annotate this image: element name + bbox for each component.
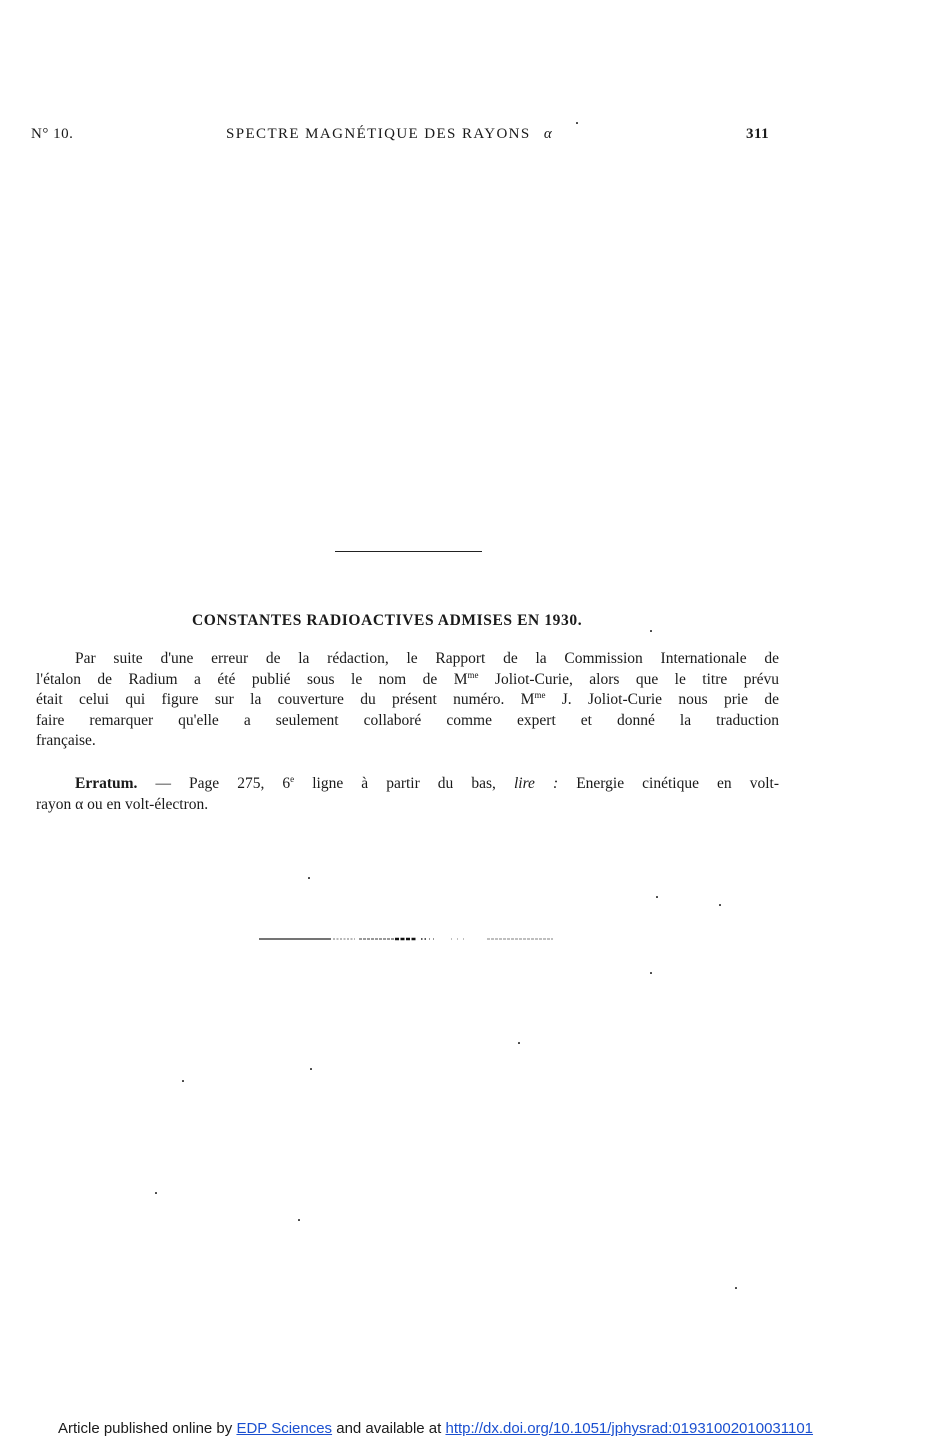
running-title bbox=[226, 126, 553, 143]
erratum-line bbox=[36, 774, 779, 795]
scan-speck bbox=[298, 1219, 300, 1221]
end-divider bbox=[255, 934, 560, 944]
scan-speck bbox=[650, 972, 652, 974]
section-title: CONSTANTES RADIOACTIVES ADMISES EN 1930. bbox=[192, 612, 583, 629]
footer-middle: and available at bbox=[332, 1420, 446, 1437]
paragraph-line bbox=[36, 670, 779, 691]
superscript: me bbox=[467, 669, 479, 680]
paragraph-line: française. bbox=[36, 732, 96, 749]
erratum-line: rayon α ou en volt-électron. bbox=[36, 795, 209, 813]
erratum-text: — Page 275, 6 bbox=[137, 775, 291, 792]
paragraph-line bbox=[36, 690, 779, 711]
erratum-text: Energie cinétique en volt- bbox=[558, 775, 779, 792]
scan-speck bbox=[719, 904, 721, 906]
publication-footer bbox=[58, 1420, 813, 1437]
erratum-lire: lire : bbox=[513, 775, 559, 792]
erratum-note bbox=[36, 774, 779, 815]
paragraph-line-text: l'étalon de Radium a été publié sous le nom de M bbox=[36, 670, 468, 688]
paragraph-line: faire remarquer qu'elle a seulement collaboré comme expert et donné la traduction bbox=[36, 711, 779, 729]
scan-speck bbox=[308, 877, 310, 879]
scan-speck bbox=[182, 1080, 184, 1082]
running-title-text: SPECTRE MAGNÉTIQUE DES RAYONS bbox=[226, 126, 531, 142]
publisher-link[interactable]: EDP Sciences bbox=[236, 1420, 333, 1437]
superscript: me bbox=[534, 690, 546, 700]
paragraph-line-text: était celui qui figure sur la couverture du présent numéro. M bbox=[36, 691, 535, 708]
scan-speck bbox=[310, 1068, 312, 1070]
paragraph-line-text: Joliot-Curie, alors que le titre prévu bbox=[478, 670, 779, 688]
scan-speck bbox=[735, 1287, 737, 1289]
running-title-symbol: α bbox=[543, 126, 554, 142]
scan-speck bbox=[518, 1042, 520, 1044]
issue-number: N° 10. bbox=[31, 126, 74, 142]
scan-speck bbox=[155, 1192, 157, 1194]
paragraph-notice bbox=[36, 649, 779, 752]
paragraph-line-text: J. Joliot-Curie nous prie de bbox=[545, 691, 780, 708]
erratum-text: ligne à partir du bas, bbox=[294, 775, 514, 792]
scan-speck bbox=[650, 630, 652, 632]
section-divider-top bbox=[335, 551, 482, 552]
scan-speck bbox=[656, 896, 658, 898]
footer-prefix: Article published online by bbox=[58, 1420, 237, 1437]
paragraph-line: Par suite d'une erreur de la rédaction, le Rapport de la Commission Internationale de bbox=[75, 650, 779, 667]
erratum-label: Erratum. bbox=[75, 775, 138, 792]
scan-speck bbox=[576, 122, 578, 124]
doi-link[interactable]: http://dx.doi.org/10.1051/jphysrad:01931002010031101 bbox=[445, 1420, 814, 1437]
superscript: e bbox=[290, 774, 295, 784]
page-number: 311 bbox=[746, 126, 770, 142]
